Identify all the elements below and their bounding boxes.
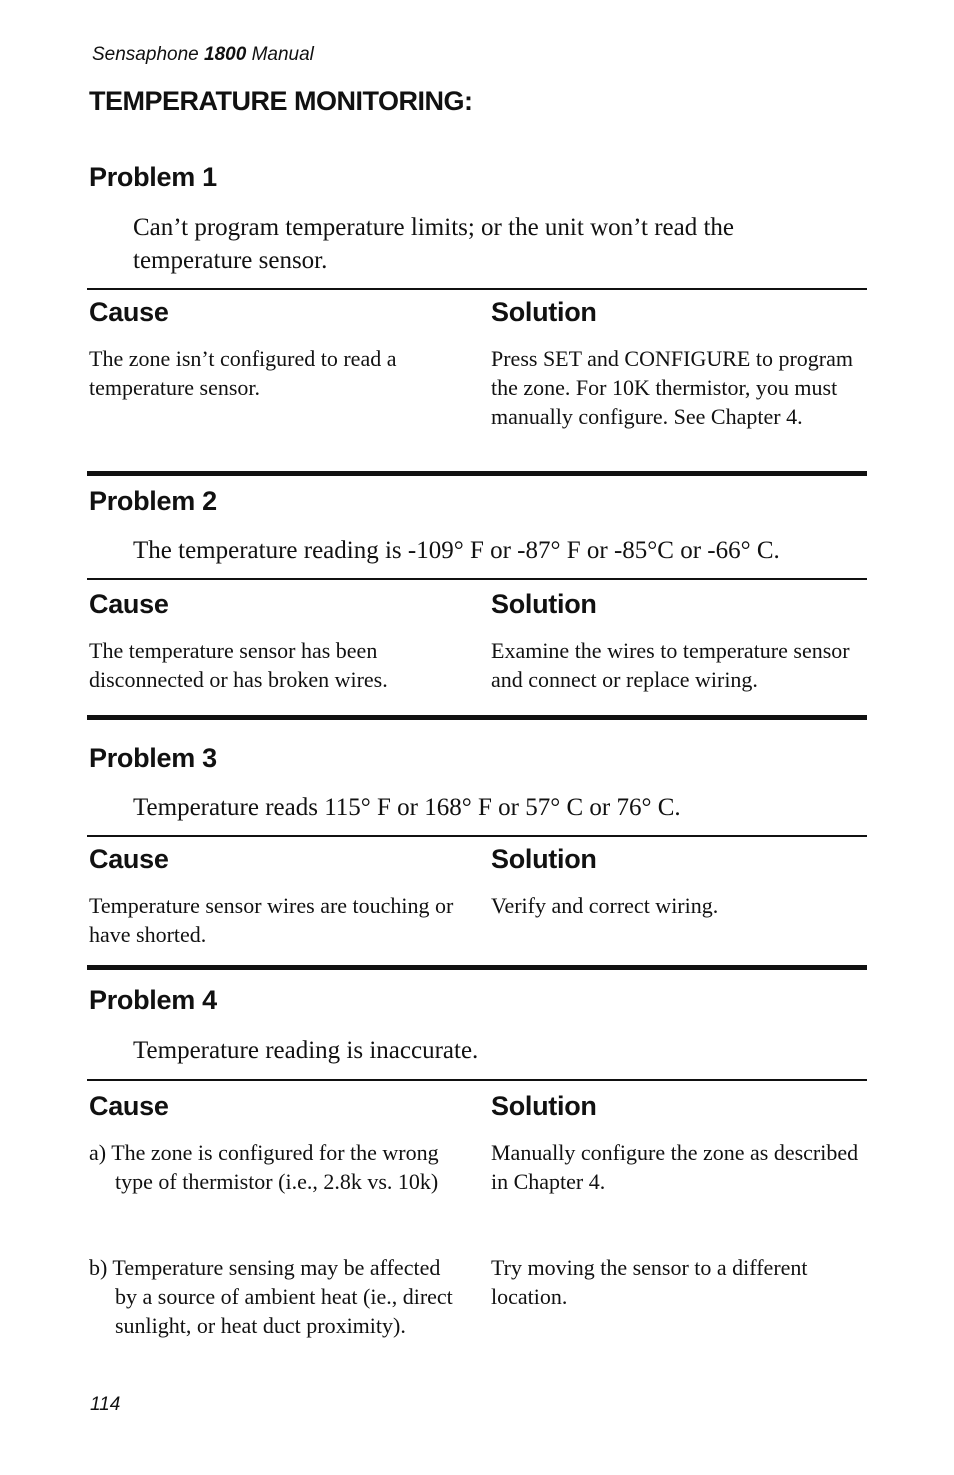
problem-4-solution-b-text: Try moving the sensor to a different location. bbox=[491, 1255, 808, 1309]
problem-2-title: Problem 2 bbox=[89, 486, 217, 516]
page-number: 114 bbox=[90, 1394, 121, 1415]
problem-3-cause-text: Temperature sensor wires are touching or have shorted. bbox=[89, 893, 454, 947]
problem-3-description: Temperature reads 115° F or 168° F or 57° C or 76° C. bbox=[133, 794, 681, 821]
problem-2-description: The temperature reading is -109° F or -87° F or -85°C or -66° C. bbox=[133, 537, 780, 564]
problem-2-solution-text: Examine the wires to temperature sensor and connect or replace wiring. bbox=[491, 638, 850, 692]
header-brand: Sensaphone bbox=[92, 44, 199, 65]
problem-1-cause-text: The zone isn’t configured to read a temperature sensor. bbox=[89, 346, 397, 400]
problem-1-cause-header: Cause bbox=[89, 297, 169, 327]
problem-4-cause-b-label: b) Temperature sensing may be affected by a source of ambient heat (ie., direct sunlight, or heat duct proximity). bbox=[89, 1255, 453, 1338]
problem-3-cause-header: Cause bbox=[89, 844, 169, 874]
header-suffix: Manual bbox=[251, 44, 314, 65]
running-header bbox=[92, 44, 314, 66]
problem-4-solution-a-text: Manually configure the zone as described in Chapter 4. bbox=[491, 1140, 859, 1194]
problem-4-cause-a-label: a) The zone is configured for the wrong type of thermistor (i.e., 2.8k vs. 10k) bbox=[89, 1140, 439, 1194]
problem-1-table-top-rule bbox=[87, 288, 867, 290]
problem-4-table-top-rule bbox=[87, 1079, 867, 1081]
problem-4-cause-b-text bbox=[89, 1253, 459, 1340]
problem-3-solution-header: Solution bbox=[491, 844, 597, 874]
problem-1-table-bottom-rule bbox=[87, 471, 867, 476]
problem-4-cause-header: Cause bbox=[89, 1091, 169, 1121]
problem-1-solution-text: Press SET and CONFIGURE to program the zone. For 10K thermistor, you must manually configure. See Chapter 4. bbox=[491, 346, 853, 429]
problem-2-table-top-rule bbox=[87, 578, 867, 580]
problem-4-solution-header: Solution bbox=[491, 1091, 597, 1121]
problem-3-table-bottom-rule bbox=[87, 965, 867, 970]
problem-4-description: Temperature reading is inaccurate. bbox=[133, 1037, 479, 1064]
problem-3-table-top-rule bbox=[87, 835, 867, 837]
problem-2-solution-header: Solution bbox=[491, 589, 597, 619]
problem-3-solution-text: Verify and correct wiring. bbox=[491, 893, 719, 918]
problem-1-title: Problem 1 bbox=[89, 162, 217, 192]
problem-1-description: Can’t program temperature limits; or the unit won’t read the temperature sensor. bbox=[133, 214, 735, 274]
problem-4-cause-a-text bbox=[89, 1138, 459, 1196]
problem-1-solution-header: Solution bbox=[491, 297, 597, 327]
problem-2-cause-header: Cause bbox=[89, 589, 169, 619]
problem-2-table-bottom-rule bbox=[87, 715, 867, 720]
problem-2-cause-text: The temperature sensor has been disconnected or has broken wires. bbox=[89, 638, 388, 692]
problem-4-title: Problem 4 bbox=[89, 985, 217, 1015]
section-title: TEMPERATURE MONITORING: bbox=[89, 86, 473, 116]
header-model: 1800 bbox=[204, 44, 247, 65]
problem-3-title: Problem 3 bbox=[89, 743, 217, 773]
